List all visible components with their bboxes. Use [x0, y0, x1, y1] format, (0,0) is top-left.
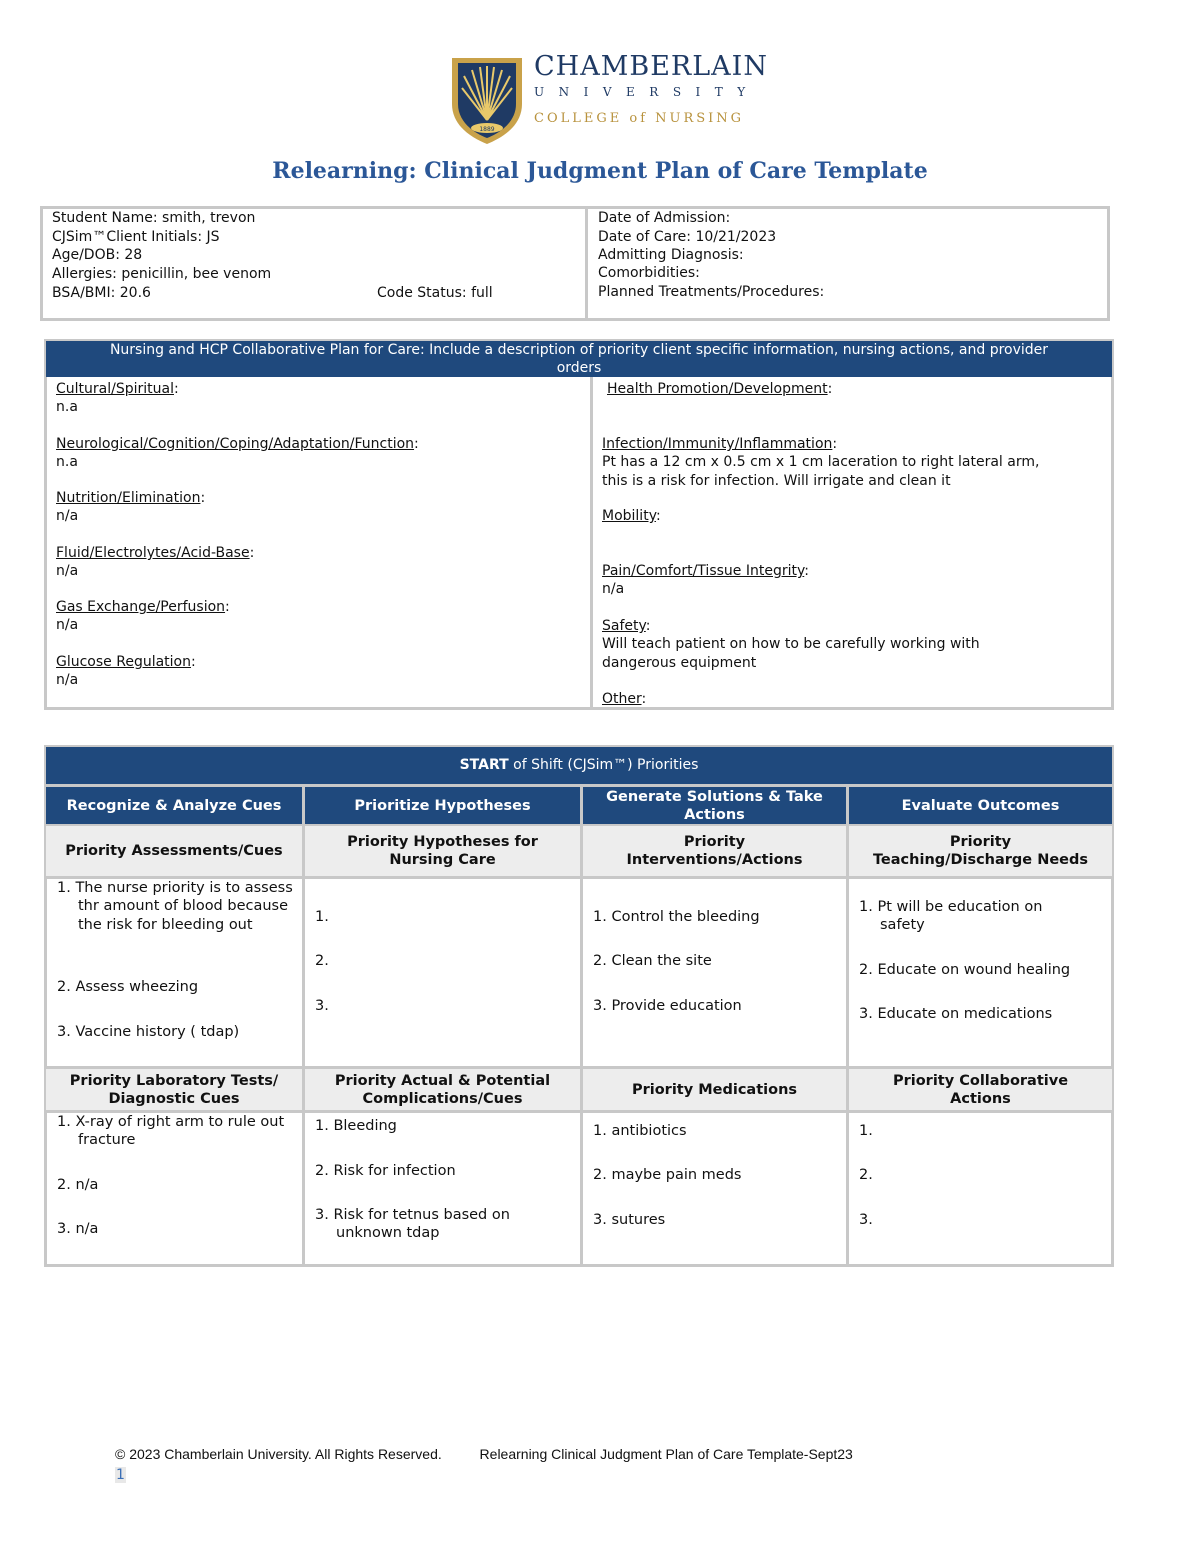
- planned-treatments: Planned Treatments/Procedures:: [598, 284, 825, 300]
- list-item: 2.: [859, 1167, 873, 1183]
- list-item: 3. n/a: [57, 1221, 99, 1237]
- date-admission: Date of Admission:: [598, 210, 731, 226]
- list-item: 2. Educate on wound healing: [859, 962, 1071, 978]
- list-item: 3. Risk for tetnus based on unknown tdap: [315, 1207, 510, 1242]
- shift-title: START of Shift (CJSim™) Priorities: [46, 747, 1112, 784]
- client-initials: CJSim™Client Initials: JS: [52, 229, 220, 245]
- hdr-priority-hypotheses: Priority Hypotheses for Nursing Care: [305, 826, 580, 876]
- col-evaluate-outcomes: Evaluate Outcomes: [849, 787, 1112, 824]
- safety: Safety: Will teach patient on how to be carefully working with dangerous equipment: [602, 618, 980, 671]
- list-item: 1.: [315, 909, 329, 925]
- infection-immunity: Infection/Immunity/Inflammation: Pt has a 12 cm x 0.5 cm x 1 cm laceration to right lateral arm, this is a risk for infection. Will irrigate and clean it: [602, 436, 1040, 489]
- age-dob: Age/DOB: 28: [52, 247, 143, 263]
- date-care: Date of Care: 10/21/2023: [598, 229, 777, 245]
- admitting-diagnosis: Admitting Diagnosis:: [598, 247, 744, 263]
- bsa-bmi: BSA/BMI: 20.6: [52, 285, 151, 301]
- list-item: 3. sutures: [593, 1212, 666, 1228]
- list-item: 2. Assess wheezing: [57, 979, 199, 995]
- footer: [115, 1446, 853, 1462]
- hdr-priority-complications: Priority Actual & Potential Complications/Cues: [305, 1069, 580, 1110]
- footer-doc-name: Relearning Clinical Judgment Plan of Care Template-Sept23: [479, 1446, 853, 1462]
- hdr-priority-collab-actions: Priority Collaborative Actions: [849, 1069, 1112, 1110]
- glucose-regulation: Glucose Regulation: n/a: [56, 654, 196, 689]
- allergies: Allergies: penicillin, bee venom: [52, 266, 272, 282]
- list-item: 2. Risk for infection: [315, 1163, 456, 1179]
- neurological: Neurological/Cognition/Coping/Adaptation/Function: n.a: [56, 436, 419, 471]
- mobility: Mobility:: [602, 508, 661, 524]
- other: Other:: [602, 691, 647, 707]
- list-item: 2. maybe pain meds: [593, 1167, 742, 1183]
- list-item: 1. Pt will be education on safety: [859, 899, 1043, 934]
- comorbidities: Comorbidities:: [598, 265, 700, 281]
- list-item: 3. Educate on medications: [859, 1006, 1053, 1022]
- collab-plan-header: Nursing and HCP Collaborative Plan for Care: Include a description of priority client specific information, nursing actions, and provider orders: [46, 341, 1112, 377]
- svg-text:1889: 1889: [479, 126, 495, 133]
- nutrition-elimination: Nutrition/Elimination: n/a: [56, 490, 206, 525]
- hdr-priority-medications: Priority Medications: [583, 1069, 846, 1110]
- list-item: 1. Bleeding: [315, 1118, 397, 1134]
- list-item: 3. Provide education: [593, 998, 742, 1014]
- code-status: Code Status: full: [377, 285, 493, 301]
- hdr-priority-assessments: Priority Assessments/Cues: [46, 826, 302, 876]
- hdr-priority-teaching: Priority Teaching/Discharge Needs: [849, 826, 1112, 876]
- chamberlain-logo: [450, 52, 780, 144]
- health-promotion: Health Promotion/Development:: [607, 381, 833, 397]
- list-item: 2.: [315, 953, 329, 969]
- list-item: 3. Vaccine history ( tdap): [57, 1024, 240, 1040]
- hdr-priority-labs: Priority Laboratory Tests/ Diagnostic Cues: [46, 1069, 302, 1110]
- brand-name: CHAMBERLAIN: [534, 51, 768, 82]
- page-title: Relearning: Clinical Judgment Plan of Care Template: [272, 158, 928, 184]
- cultural-spiritual: Cultural/Spiritual: n.a: [56, 381, 179, 416]
- hdr-priority-interventions: Priority Interventions/Actions: [583, 826, 846, 876]
- list-item: 1. The nurse priority is to assess thr amount of blood because the risk for bleeding out: [57, 880, 293, 933]
- list-item: 1. antibiotics: [593, 1123, 687, 1139]
- list-item: 1. X-ray of right arm to rule out fracture: [57, 1114, 285, 1149]
- list-item: 3.: [315, 998, 329, 1014]
- fluid-electrolytes: Fluid/Electrolytes/Acid-Base: n/a: [56, 545, 255, 580]
- footer-copyright: © 2023 Chamberlain University. All Rights Reserved.: [115, 1446, 442, 1462]
- page-number: 1: [116, 1467, 125, 1483]
- pain-comfort: Pain/Comfort/Tissue Integrity: n/a: [602, 563, 809, 598]
- col-recognize-analyze: Recognize & Analyze Cues: [46, 787, 302, 824]
- student-name: Student Name: smith, trevon: [52, 210, 256, 226]
- brand-university: UNIVERSITY: [534, 85, 760, 99]
- col-prioritize-hypotheses: Prioritize Hypotheses: [305, 787, 580, 824]
- list-item: 1. Control the bleeding: [593, 909, 760, 925]
- brand-college: COLLEGE of NURSING: [534, 111, 745, 126]
- crest-icon: [450, 54, 524, 146]
- gas-exchange: Gas Exchange/Perfusion: n/a: [56, 599, 230, 634]
- col-generate-solutions: Generate Solutions & Take Actions: [583, 787, 846, 824]
- list-item: 1.: [859, 1123, 873, 1139]
- list-item: 2. Clean the site: [593, 953, 712, 969]
- list-item: 3.: [859, 1212, 873, 1228]
- list-item: 2. n/a: [57, 1177, 99, 1193]
